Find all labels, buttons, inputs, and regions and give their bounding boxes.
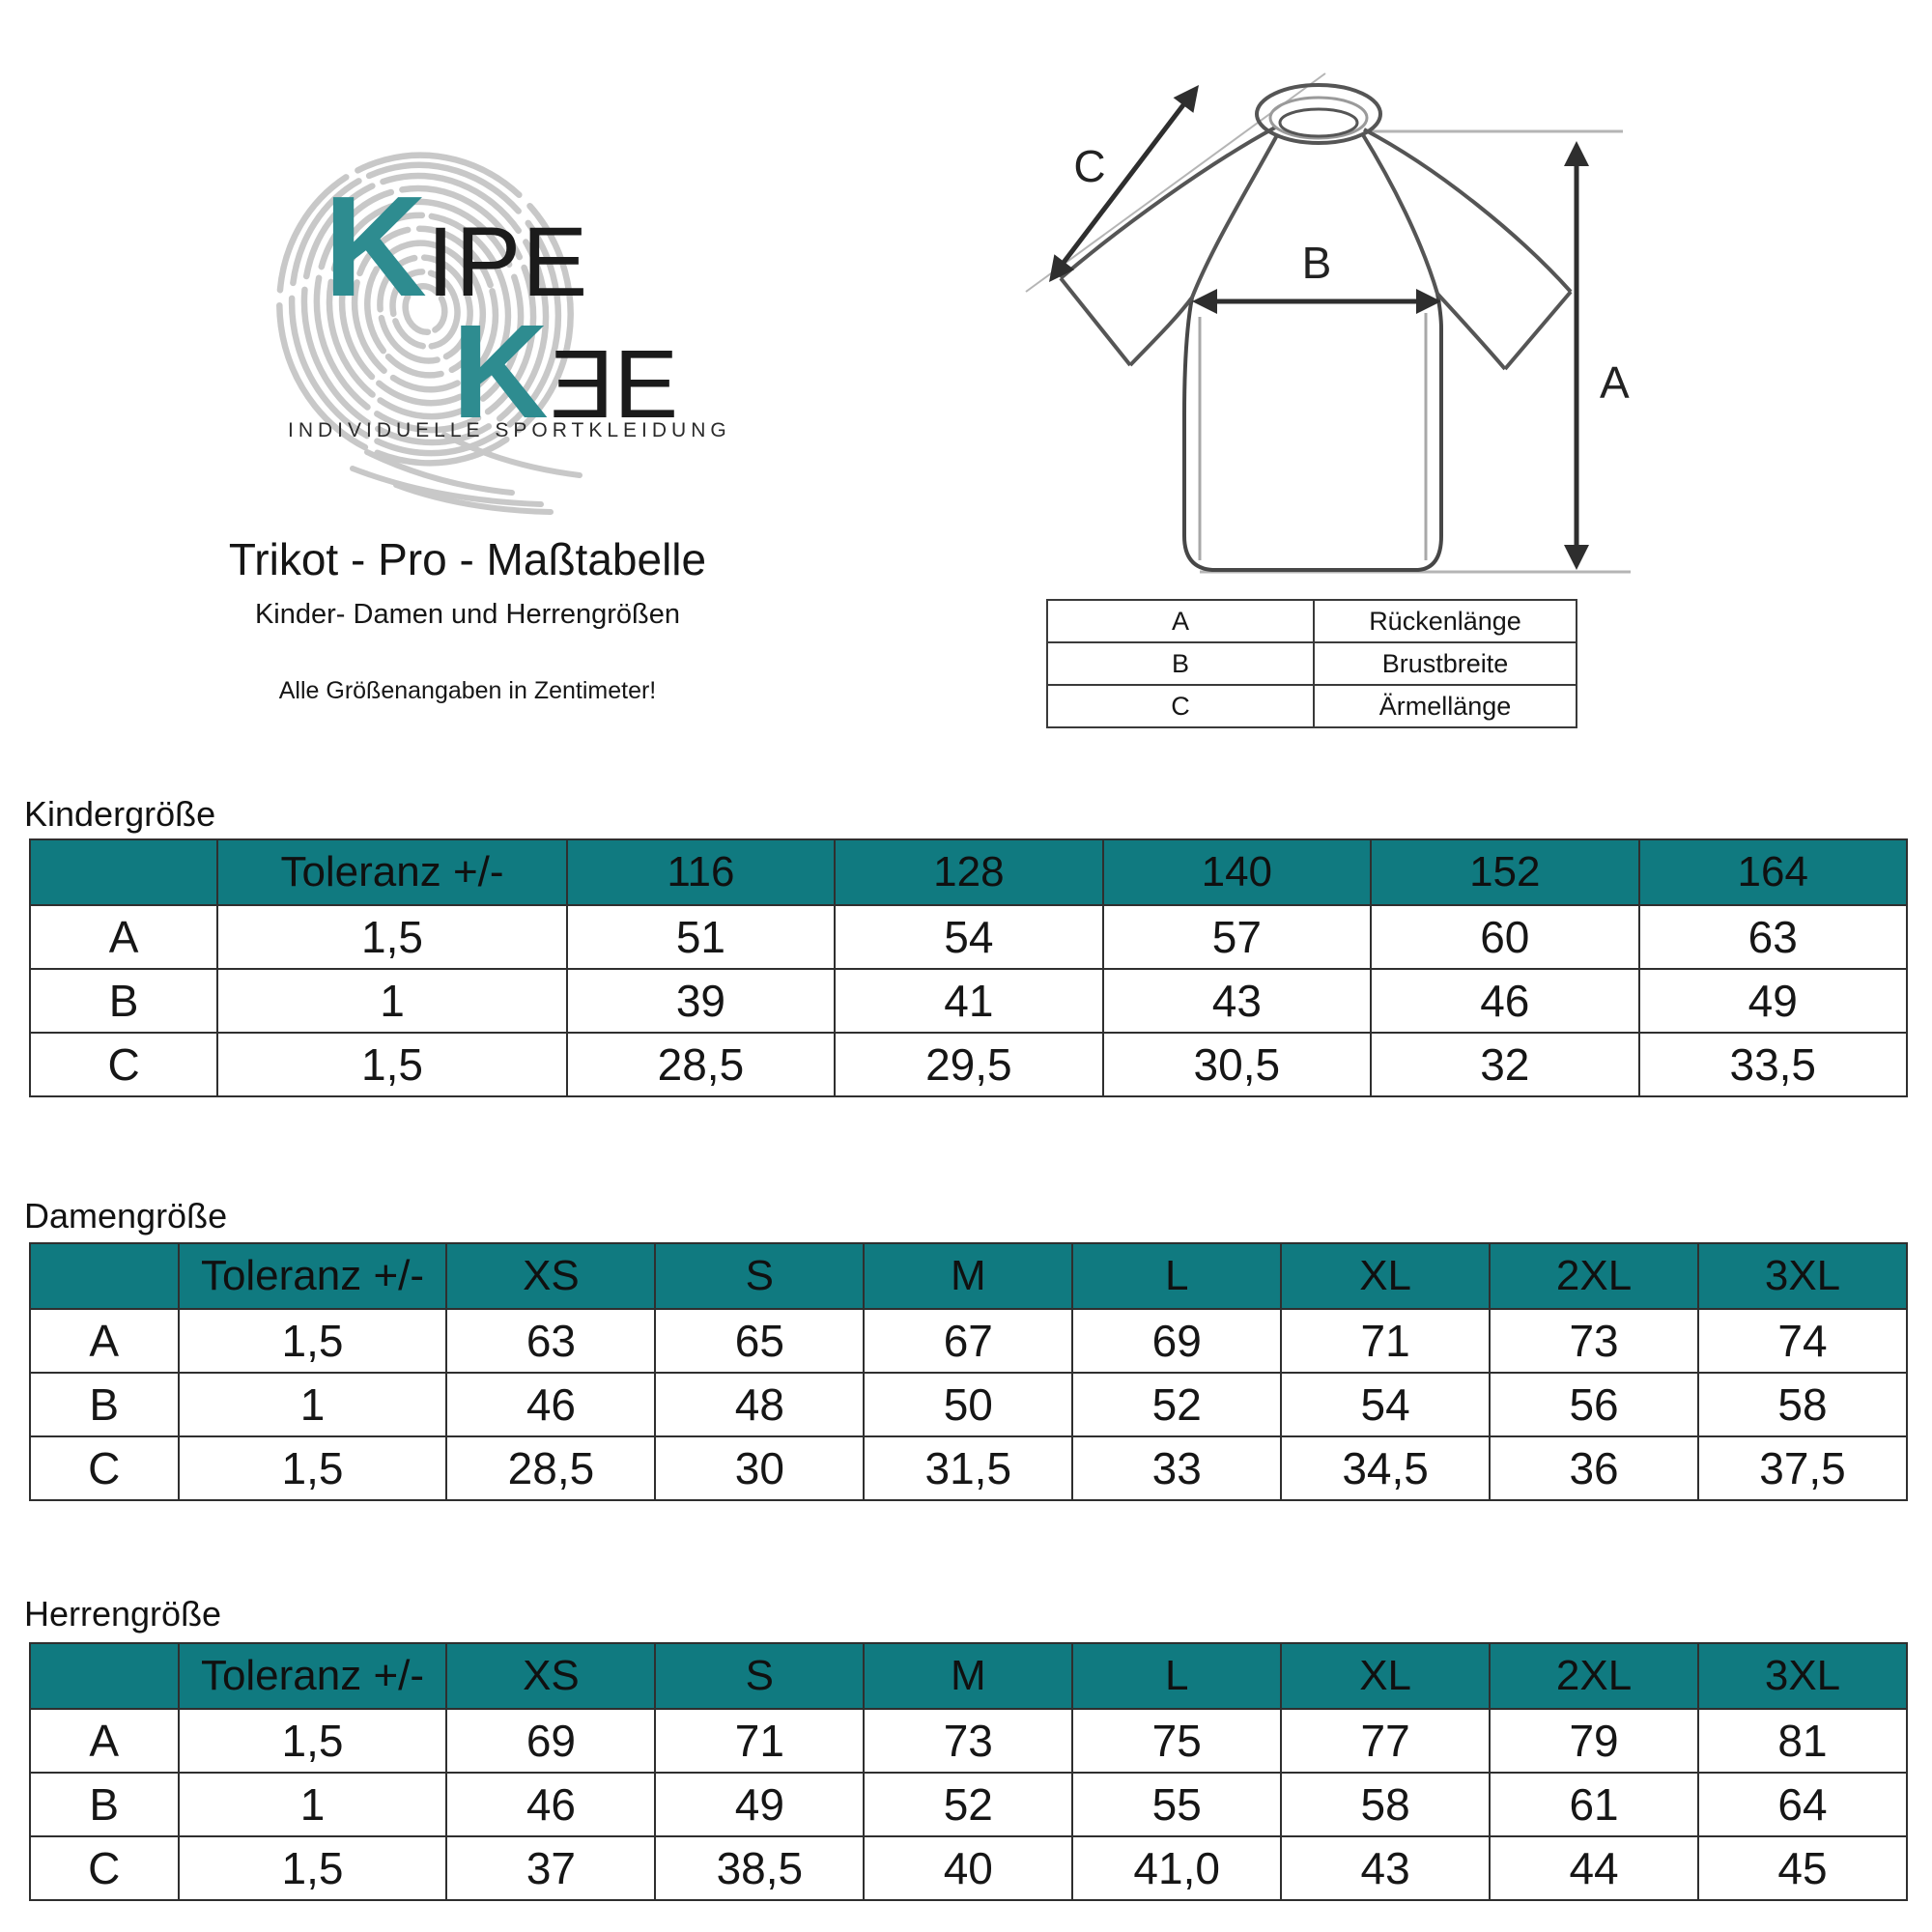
section-title-damen: Damengröße xyxy=(24,1196,228,1236)
table-row xyxy=(30,1773,1907,1836)
value-cell: 54 xyxy=(1281,1373,1490,1436)
size-header-cell: XS xyxy=(446,1243,655,1309)
value-cell: 71 xyxy=(655,1709,864,1773)
units-note: Alle Größenangaben in Zentimeter! xyxy=(278,677,657,704)
value-cell: 49 xyxy=(1639,969,1908,1033)
tolerance-header-cell: Toleranz +/- xyxy=(217,839,566,905)
value-cell: 49 xyxy=(655,1773,864,1836)
value-cell: 75 xyxy=(1072,1709,1281,1773)
table-row xyxy=(30,969,1907,1033)
size-header-cell: XS xyxy=(446,1643,655,1709)
kinder-size-table xyxy=(29,838,1908,1097)
logo-e: E xyxy=(613,330,680,439)
corner-cell xyxy=(30,1643,179,1709)
measure-label-cell: B xyxy=(30,1773,179,1836)
value-cell: 41 xyxy=(835,969,1102,1033)
header-row xyxy=(30,1643,1907,1709)
value-cell: 31,5 xyxy=(864,1436,1072,1500)
size-header-cell: 3XL xyxy=(1698,1243,1907,1309)
value-cell: 40 xyxy=(864,1836,1072,1900)
herren-size-table xyxy=(29,1642,1908,1901)
kipekee-logo xyxy=(242,116,731,502)
value-cell: 33,5 xyxy=(1639,1033,1908,1096)
value-cell: 32 xyxy=(1371,1033,1638,1096)
size-header-cell: XL xyxy=(1281,1243,1490,1309)
logo-mirrored-e: E xyxy=(548,330,614,439)
measure-arrow-b xyxy=(1192,238,1441,314)
value-cell: 60 xyxy=(1371,905,1638,969)
measure-arrow-a xyxy=(1564,141,1630,570)
measure-arrow-c xyxy=(1049,85,1199,282)
value-cell: 71 xyxy=(1281,1309,1490,1373)
size-header-cell: 116 xyxy=(567,839,835,905)
legend-label-cell: Ärmellänge xyxy=(1314,685,1577,727)
value-cell: 30,5 xyxy=(1103,1033,1371,1096)
value-cell: 1,5 xyxy=(179,1309,447,1373)
value-cell: 1,5 xyxy=(217,1033,566,1096)
size-header-cell: 140 xyxy=(1103,839,1371,905)
table-row xyxy=(30,1309,1907,1373)
size-header-cell: 128 xyxy=(835,839,1102,905)
value-cell: 51 xyxy=(567,905,835,969)
value-cell: 74 xyxy=(1698,1309,1907,1373)
legend-key-cell: C xyxy=(1047,685,1314,727)
table-row xyxy=(30,1436,1907,1500)
legend-row xyxy=(1047,642,1577,685)
value-cell: 37,5 xyxy=(1698,1436,1907,1500)
page-title: Trikot - Pro - Maßtabelle xyxy=(228,534,707,584)
measure-label-cell: A xyxy=(30,1709,179,1773)
value-cell: 61 xyxy=(1490,1773,1698,1836)
value-cell: 1 xyxy=(179,1373,447,1436)
measure-label-cell: A xyxy=(30,905,217,969)
value-cell: 29,5 xyxy=(835,1033,1102,1096)
value-cell: 52 xyxy=(864,1773,1072,1836)
value-cell: 69 xyxy=(1072,1309,1281,1373)
label-b: B xyxy=(1301,238,1332,288)
value-cell: 58 xyxy=(1281,1773,1490,1836)
value-cell: 55 xyxy=(1072,1773,1281,1836)
table-row xyxy=(30,1373,1907,1436)
value-cell: 81 xyxy=(1698,1709,1907,1773)
value-cell: 52 xyxy=(1072,1373,1281,1436)
table-row xyxy=(30,1836,1907,1900)
legend-label-cell: Rückenlänge xyxy=(1314,600,1577,642)
value-cell: 1,5 xyxy=(179,1836,447,1900)
value-cell: 39 xyxy=(567,969,835,1033)
table-row xyxy=(30,905,1907,969)
label-a: A xyxy=(1600,357,1630,408)
value-cell: 37 xyxy=(446,1836,655,1900)
value-cell: 46 xyxy=(446,1373,655,1436)
value-cell: 58 xyxy=(1698,1373,1907,1436)
value-cell: 28,5 xyxy=(567,1033,835,1096)
value-cell: 28,5 xyxy=(446,1436,655,1500)
header-row xyxy=(30,1243,1907,1309)
measure-label-cell: A xyxy=(30,1309,179,1373)
size-header-cell: L xyxy=(1072,1243,1281,1309)
value-cell: 73 xyxy=(864,1709,1072,1773)
collar xyxy=(1257,85,1380,143)
guide-lines xyxy=(1026,73,1631,572)
value-cell: 43 xyxy=(1281,1836,1490,1900)
page-subtitle: Kinder- Damen und Herrengrößen xyxy=(254,599,681,630)
measure-label-cell: B xyxy=(30,969,217,1033)
legend-key-cell: B xyxy=(1047,642,1314,685)
size-header-cell: 2XL xyxy=(1490,1243,1698,1309)
value-cell: 36 xyxy=(1490,1436,1698,1500)
value-cell: 30 xyxy=(655,1436,864,1500)
table-row xyxy=(30,1709,1907,1773)
size-header-cell: 3XL xyxy=(1698,1643,1907,1709)
right-sleeve xyxy=(1364,129,1571,369)
measure-label-cell: C xyxy=(30,1033,217,1096)
value-cell: 69 xyxy=(446,1709,655,1773)
value-cell: 1,5 xyxy=(179,1436,447,1500)
value-cell: 56 xyxy=(1490,1373,1698,1436)
logo-k1: K xyxy=(324,167,427,327)
legend-label-cell: Brustbreite xyxy=(1314,642,1577,685)
tolerance-header-cell: Toleranz +/- xyxy=(179,1643,447,1709)
value-cell: 79 xyxy=(1490,1709,1698,1773)
table-row xyxy=(30,1033,1907,1096)
legend-row xyxy=(1047,600,1577,642)
corner-cell xyxy=(30,1243,179,1309)
value-cell: 46 xyxy=(446,1773,655,1836)
size-header-cell: M xyxy=(864,1643,1072,1709)
size-header-cell: 2XL xyxy=(1490,1643,1698,1709)
label-c: C xyxy=(1073,141,1106,191)
shirt-body-outline xyxy=(1184,294,1441,570)
value-cell: 57 xyxy=(1103,905,1371,969)
header-row xyxy=(30,839,1907,905)
value-cell: 1,5 xyxy=(217,905,566,969)
value-cell: 38,5 xyxy=(655,1836,864,1900)
value-cell: 48 xyxy=(655,1373,864,1436)
measure-label-cell: B xyxy=(30,1373,179,1436)
value-cell: 63 xyxy=(1639,905,1908,969)
value-cell: 45 xyxy=(1698,1836,1907,1900)
size-header-cell: M xyxy=(864,1243,1072,1309)
section-title-herren: Herrengröße xyxy=(24,1594,222,1634)
logo-ipe: IPE xyxy=(426,207,589,317)
value-cell: 1 xyxy=(179,1773,447,1836)
value-cell: 1 xyxy=(217,969,566,1033)
size-header-cell: L xyxy=(1072,1643,1281,1709)
fabric-fold-lines xyxy=(1200,313,1426,560)
value-cell: 77 xyxy=(1281,1709,1490,1773)
value-cell: 43 xyxy=(1103,969,1371,1033)
measure-label-cell: C xyxy=(30,1836,179,1900)
value-cell: 41,0 xyxy=(1072,1836,1281,1900)
section-title-kinder: Kindergröße xyxy=(24,794,216,834)
size-header-cell: S xyxy=(655,1243,864,1309)
title-block xyxy=(178,533,757,705)
size-header-cell: 164 xyxy=(1639,839,1908,905)
size-header-cell: 152 xyxy=(1371,839,1638,905)
value-cell: 65 xyxy=(655,1309,864,1373)
shirt-measurement-diagram xyxy=(985,39,1642,580)
legend-key-cell: A xyxy=(1047,600,1314,642)
value-cell: 34,5 xyxy=(1281,1436,1490,1500)
value-cell: 63 xyxy=(446,1309,655,1373)
value-cell: 33 xyxy=(1072,1436,1281,1500)
tolerance-header-cell: Toleranz +/- xyxy=(179,1243,447,1309)
size-header-cell: XL xyxy=(1281,1643,1490,1709)
legend-row xyxy=(1047,685,1577,727)
measurement-legend-table xyxy=(1046,599,1577,728)
measure-label-cell: C xyxy=(30,1436,179,1500)
value-cell: 67 xyxy=(864,1309,1072,1373)
corner-cell xyxy=(30,839,217,905)
size-header-cell: S xyxy=(655,1643,864,1709)
value-cell: 73 xyxy=(1490,1309,1698,1373)
value-cell: 44 xyxy=(1490,1836,1698,1900)
value-cell: 1,5 xyxy=(179,1709,447,1773)
damen-size-table xyxy=(29,1242,1908,1501)
value-cell: 64 xyxy=(1698,1773,1907,1836)
value-cell: 50 xyxy=(864,1373,1072,1436)
logo-tagline: INDIVIDUELLE SPORTKLEIDUNG xyxy=(288,419,731,441)
logo-k2: K xyxy=(452,298,549,446)
value-cell: 46 xyxy=(1371,969,1638,1033)
value-cell: 54 xyxy=(835,905,1102,969)
